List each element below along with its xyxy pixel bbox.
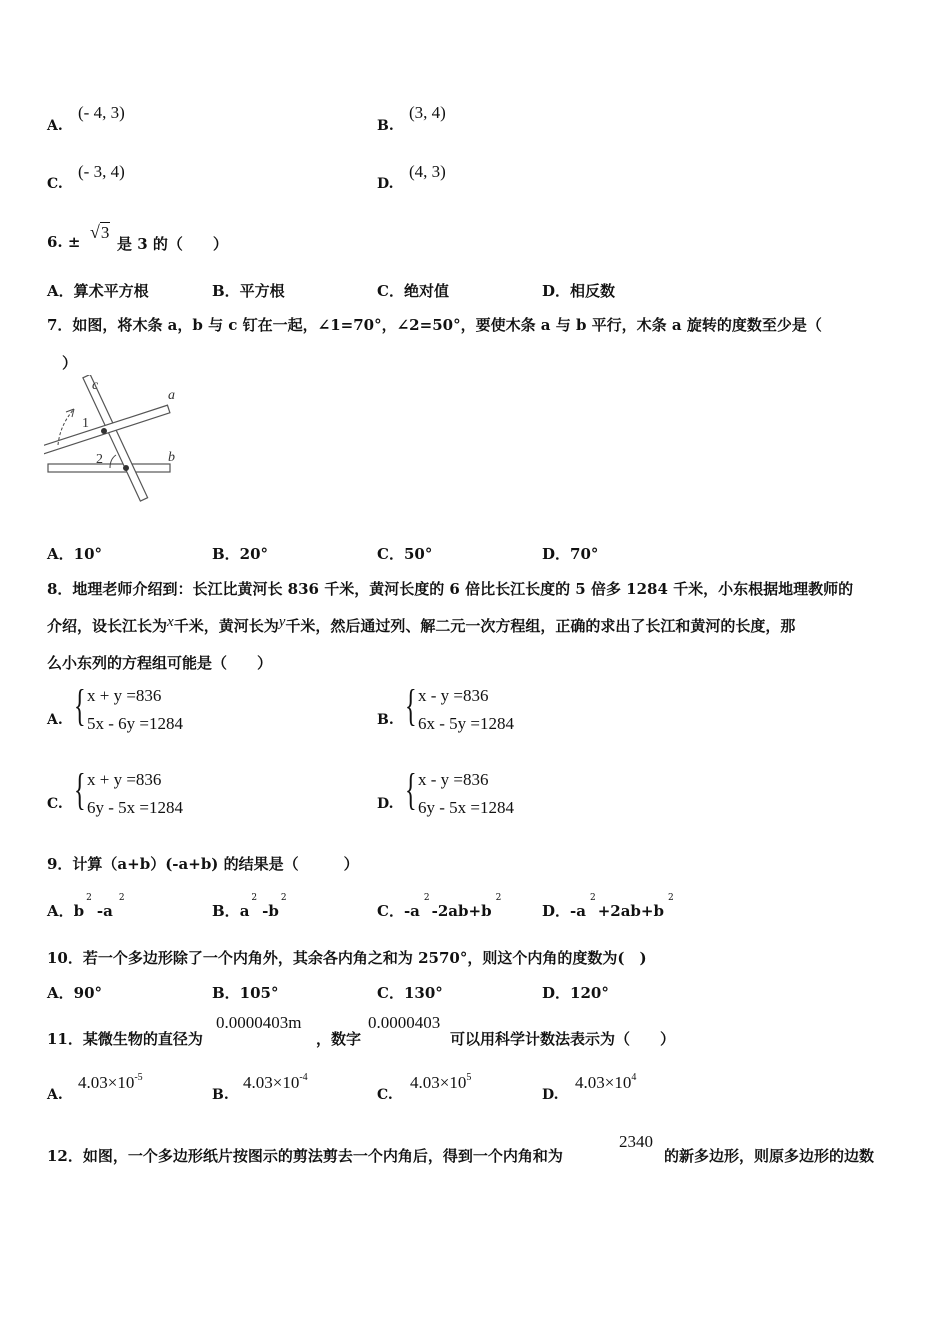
q8-var-y: y [278, 614, 286, 630]
q8-stem-line2 [47, 615, 795, 636]
q7-stem: 7．如图，将木条 a，b 与 c 钉在一起，∠1=70°，∠2=50°，要使木条 a 与 b 平行，木条 a 旋转的度数至少是（ [47, 316, 822, 334]
q6-stem-suffix: 是 3 的（ ） [117, 235, 228, 253]
q11-option-c-value: $4.03\times 10^5$ [410, 1072, 472, 1092]
q11-stem-c: 可以用科学计数法表示为（ ） [450, 1030, 676, 1048]
q8-option-b-brace: { [405, 681, 417, 730]
q5-option-d-label: D. [377, 176, 394, 192]
q8-stem-line3: 么小东列的方程组可能是（ ） [47, 654, 273, 672]
q10-option-b: B．105° [212, 984, 279, 1002]
q8-option-b-eq1: x - y =836 [418, 686, 489, 705]
q9-option-b: B．$a^2-b^2$ [212, 893, 287, 920]
q11-option-d-label: D. [542, 1087, 559, 1103]
q5-option-d-value: (4, 3) [409, 162, 446, 181]
q8-option-a-label: A. [47, 712, 63, 728]
label-b: b [168, 450, 175, 465]
q12-angle-sum: 2340 [619, 1132, 653, 1151]
q7-option-d: D．70° [542, 545, 599, 563]
q7-option-c: C．50° [377, 545, 433, 563]
q8-option-d-eq2: 6y - 5x =1284 [418, 798, 514, 817]
q11-stem-b: ，数字 [316, 1030, 362, 1048]
nail-2 [123, 465, 129, 471]
q8-stem-line1: 8．地理老师介绍到：长江比黄河长 836 千米，黄河长度的 6 倍比长江长度的 5 倍多 1284 千米，小东根据地理教师的 [47, 580, 854, 598]
q8-line2-c: 千米，然后通过列、解二元一次方程组，正确的求出了长江和黄河的长度，那 [285, 617, 796, 635]
q11-option-b-label: B. [212, 1087, 229, 1103]
q11-option-a-value: $4.03\times 10^{-5}$ [78, 1072, 143, 1092]
q11-value-with-unit: 0.0000403m [216, 1013, 302, 1032]
q9-option-d: D．$-a^2+2ab+b^2$ [542, 893, 674, 920]
q7-stem-close: ） [62, 354, 78, 372]
rotation-arrow-head [66, 409, 74, 417]
q11-option-c-label: C. [377, 1087, 393, 1103]
q11-value: 0.0000403 [368, 1013, 441, 1032]
q5-option-b-value: (3, 4) [409, 103, 446, 122]
q6-option-d: D．相反数 [542, 282, 616, 300]
q7-wood-strips-figure [44, 375, 184, 510]
q11-option-a-label: A. [47, 1087, 63, 1103]
q9-stem: 9．计算（a+b）(-a+b) 的结果是（ ） [47, 855, 359, 873]
q12-stem-a: 12．如图，一个多边形纸片按图示的剪法剪去一个内角后，得到一个内角和为 [47, 1147, 563, 1165]
label-c: c [92, 378, 99, 393]
q5-option-a-label: A. [47, 118, 63, 134]
q10-option-a: A．90° [47, 984, 103, 1002]
label-angle-2: 2 [96, 452, 103, 467]
q8-option-b-eq2: 6x - 5y =1284 [418, 714, 514, 733]
q10-option-c: C．130° [377, 984, 443, 1002]
q5-option-c-label: C. [47, 176, 63, 192]
nail-1 [101, 428, 107, 434]
q5-option-b-label: B. [377, 118, 394, 134]
q8-option-b-label: B. [377, 712, 394, 728]
q11-option-d-value: $4.03\times 10^4$ [575, 1072, 637, 1092]
q6-option-b: B．平方根 [212, 282, 285, 300]
q6-radicand: 3 [100, 223, 110, 242]
q6-option-a: A．算术平方根 [47, 282, 149, 300]
q8-option-c-label: C. [47, 796, 63, 812]
q8-var-x: x [167, 614, 174, 630]
q6-stem-prefix: 6. ± [47, 233, 81, 251]
q8-option-c-eq1: x + y =836 [87, 770, 162, 789]
label-angle-1: 1 [82, 416, 89, 431]
q8-option-a-eq1: x + y =836 [87, 686, 162, 705]
q9-option-a: A．$b^2-a^2$ [47, 893, 125, 920]
q6-option-c: C．绝对值 [377, 282, 449, 300]
q10-stem: 10．若一个多边形除了一个内角外，其余各内角之和为 2570°，则这个内角的度数为( ) [47, 949, 647, 967]
q8-line2-b: 千米，黄河长为 [173, 617, 279, 635]
q6-sqrt: √3 [90, 222, 110, 242]
q11-option-b-value: $4.03\times 10^{-4}$ [243, 1072, 308, 1092]
q8-option-c-eq2: 6y - 5x =1284 [87, 798, 183, 817]
q11-stem-a: 11．某微生物的直径为 [47, 1030, 203, 1048]
q5-option-c-value: (- 3, 4) [78, 162, 125, 181]
q8-option-a-eq2: 5x - 6y =1284 [87, 714, 183, 733]
q9-option-c: C．$-a^2-2ab+b^2$ [377, 893, 502, 920]
q8-option-d-label: D. [377, 796, 394, 812]
q5-option-a-value: (- 4, 3) [78, 103, 125, 122]
q8-option-a-brace: { [74, 681, 86, 730]
q7-option-b: B．20° [212, 545, 269, 563]
q8-option-d-brace: { [405, 765, 417, 814]
q7-option-a: A．10° [47, 545, 103, 563]
q8-option-c-brace: { [74, 765, 86, 814]
q10-option-d: D．120° [542, 984, 609, 1002]
label-a: a [168, 388, 175, 403]
q12-stem-b: 的新多边形，则原多边形的边数 [664, 1147, 875, 1165]
q8-option-d-eq1: x - y =836 [418, 770, 489, 789]
strip-b [48, 464, 170, 472]
q8-line2-a: 介绍，设长江长为 [47, 617, 168, 635]
